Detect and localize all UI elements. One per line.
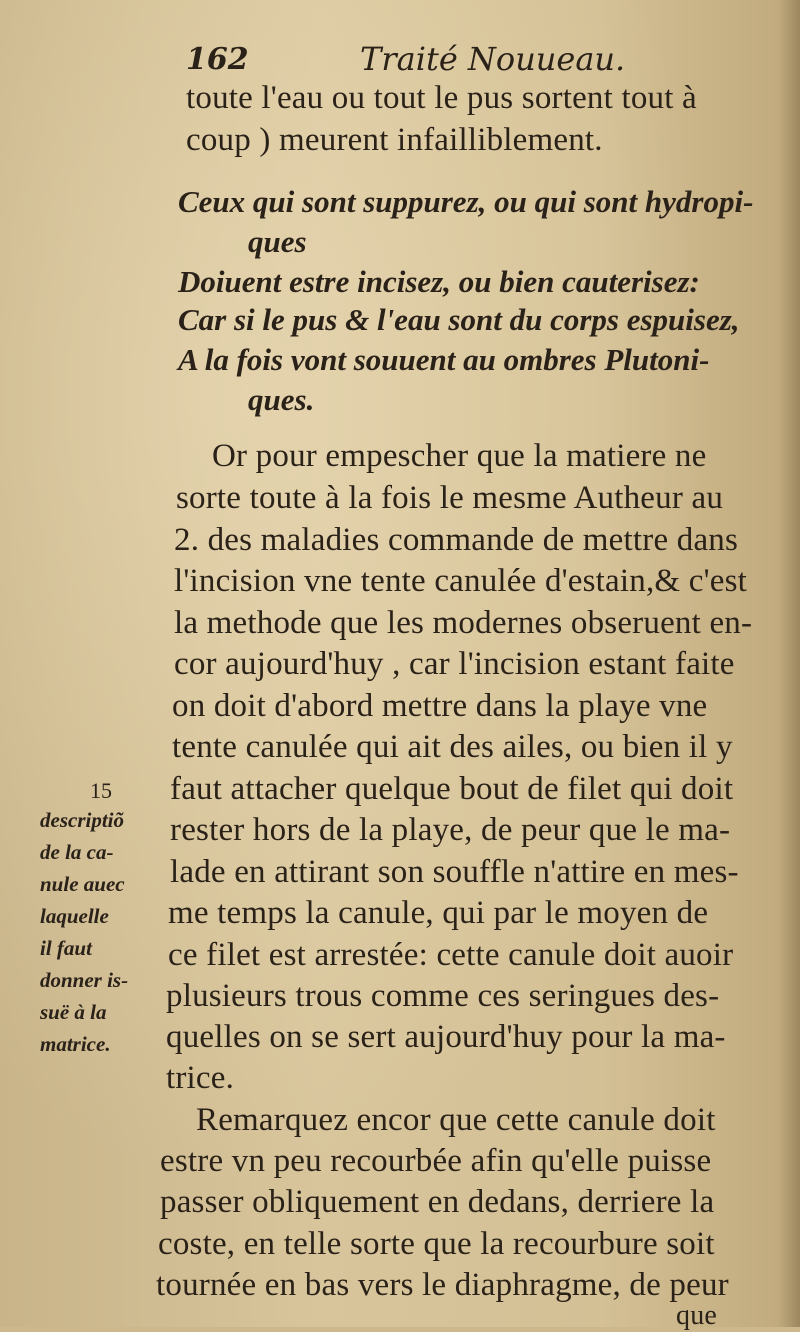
margin-number: 15 bbox=[90, 778, 112, 803]
margin-note-line: donner is- bbox=[40, 968, 129, 992]
body-line: Or pour empescher que la matiere ne bbox=[212, 438, 707, 474]
page-number: 162 bbox=[186, 42, 249, 77]
verse-line: ques bbox=[248, 224, 307, 259]
body-line: faut attacher quelque bout de filet qui doit bbox=[170, 771, 734, 807]
margin-note-line: laquelle bbox=[40, 904, 109, 928]
page-edge-shadow bbox=[778, 0, 800, 1327]
running-title: Traité Nouueau. bbox=[360, 40, 626, 78]
body-line: 2. des maladies commande de mettre dans bbox=[174, 522, 739, 558]
body-line: quelles on se sert aujourd'huy pour la ma- bbox=[166, 1019, 726, 1055]
body-line: trice. bbox=[166, 1060, 235, 1096]
margin-note-line: de la ca- bbox=[40, 840, 114, 864]
verse-line: A la fois vont souuent au ombres Plutoni- bbox=[178, 342, 710, 377]
verse-line: Ceux qui sont suppurez, ou qui sont hydropi- bbox=[178, 184, 754, 219]
verse-line: ques. bbox=[248, 382, 315, 417]
catchword: que bbox=[676, 1300, 718, 1331]
body-line: sorte toute à la fois le mesme Autheur au bbox=[176, 480, 724, 516]
body-line: estre vn peu recourbée afin qu'elle puisse bbox=[160, 1143, 712, 1179]
body-line: ce filet est arrestée: cette canule doit auoir bbox=[168, 937, 734, 973]
margin-note-line: suë à la bbox=[40, 1000, 107, 1024]
body-line: rester hors de la playe, de peur que le ma- bbox=[170, 812, 731, 848]
body-line: tournée en bas vers le diaphragme, de peur bbox=[156, 1267, 729, 1303]
text-line: toute l'eau ou tout le pus sortent tout à bbox=[186, 80, 697, 116]
body-line: coste, en telle sorte que la recourbure soit bbox=[158, 1226, 715, 1262]
body-line: passer obliquement en dedans, derriere la bbox=[160, 1184, 715, 1220]
text-line: coup ) meurent infailliblement. bbox=[186, 122, 603, 158]
body-line: plusieurs trous comme ces seringues des- bbox=[166, 978, 720, 1014]
margin-note-line: matrice. bbox=[40, 1032, 111, 1056]
margin-note-line: nule auec bbox=[40, 872, 125, 896]
body-line: cor aujourd'huy , car l'incision estant faite bbox=[174, 646, 735, 682]
body-line: lade en attirant son souffle n'attire en mes- bbox=[170, 854, 739, 890]
body-line: la methode que les modernes obseruent en- bbox=[174, 605, 753, 641]
margin-note-line: il faut bbox=[40, 936, 92, 960]
body-line: Remarquez encor que cette canule doit bbox=[196, 1102, 716, 1138]
body-line: l'incision vne tente canulée d'estain,& c'est bbox=[174, 563, 747, 599]
body-line: tente canulée qui ait des ailes, ou bien il y bbox=[172, 729, 733, 765]
body-line: on doit d'abord mettre dans la playe vne bbox=[172, 688, 708, 724]
verse-line: Car si le pus & l'eau sont du corps espuisez, bbox=[178, 302, 740, 337]
margin-note-line: descriptiõ bbox=[40, 808, 124, 832]
body-line: me temps la canule, qui par le moyen de bbox=[168, 895, 709, 931]
verse-line: Doiuent estre incisez, ou bien cauterisez: bbox=[178, 264, 700, 299]
